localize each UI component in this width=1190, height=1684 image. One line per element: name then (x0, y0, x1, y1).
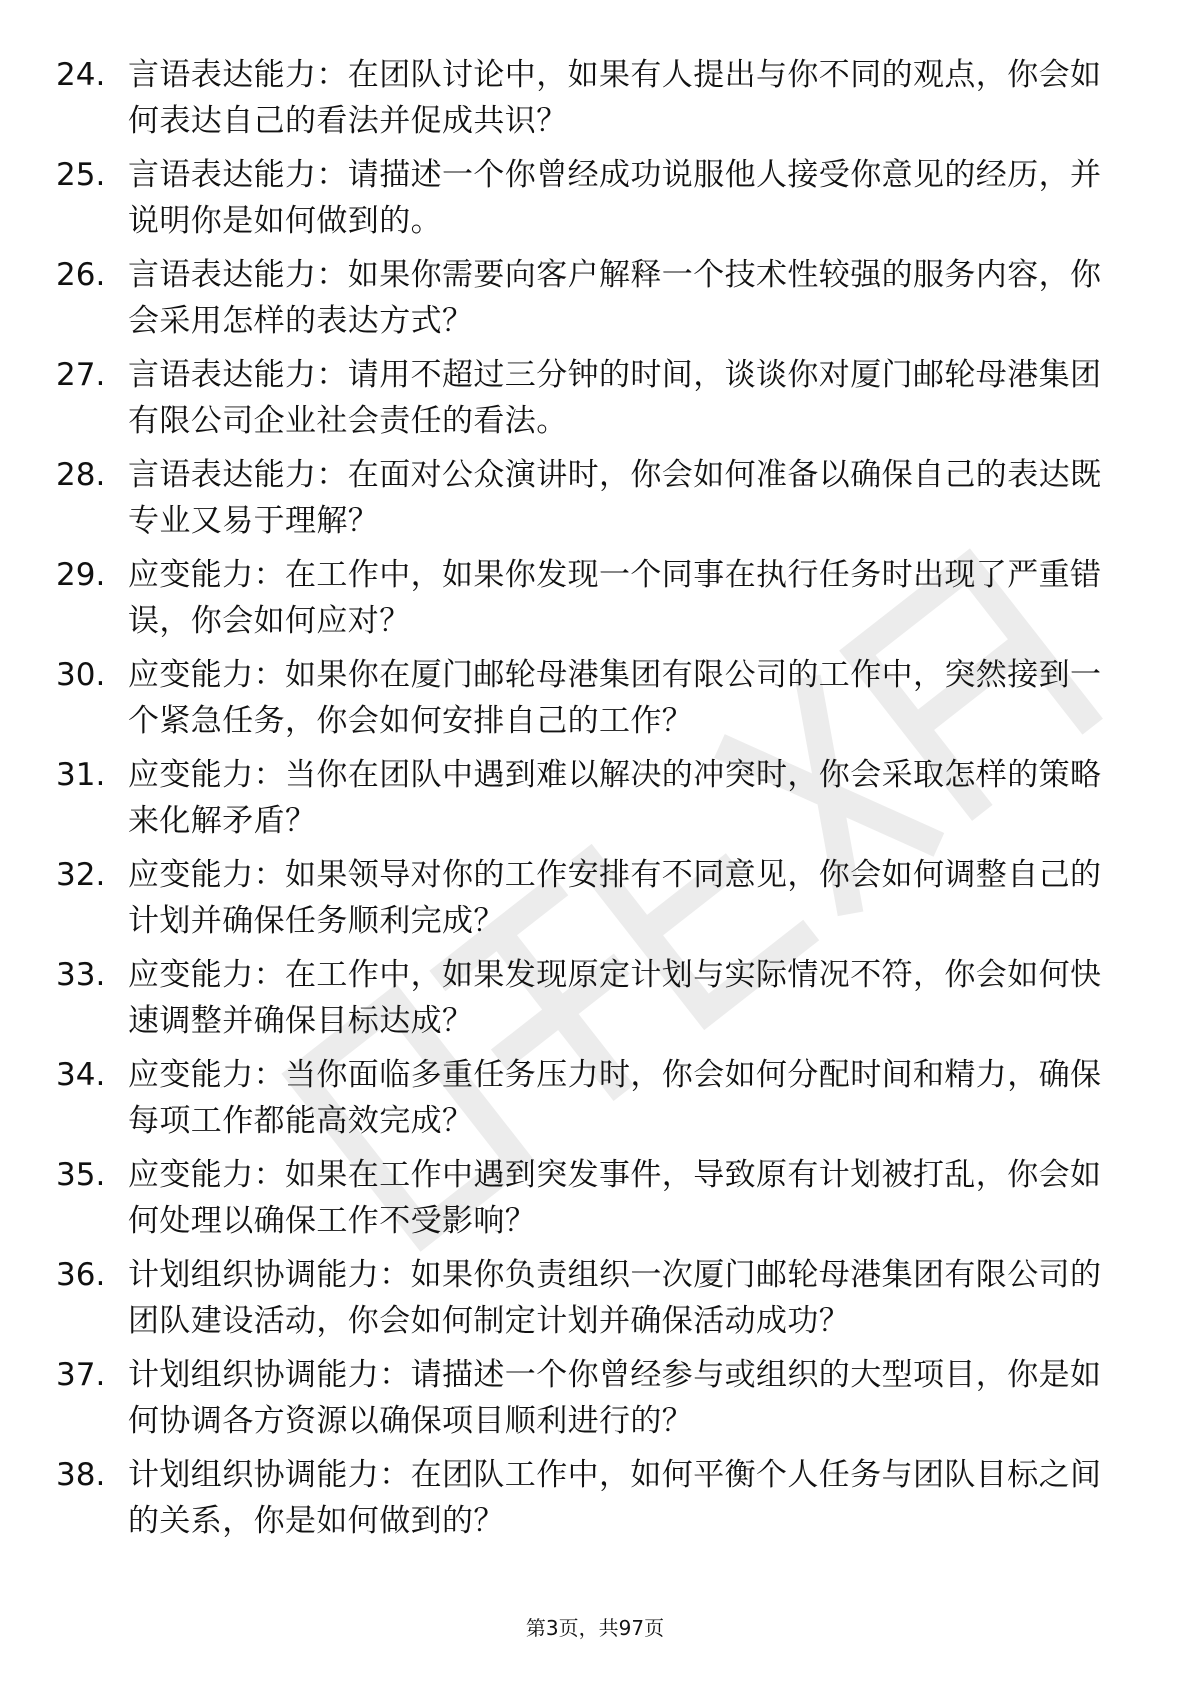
list-item (56, 952, 1136, 1052)
list-item (56, 352, 1136, 452)
question-text: 计划组织协调能力：如果你负责组织一次厦门邮轮母港集团有限公司的团队建设活动，你会如何制定计划并确保活动成功？ (128, 1257, 1102, 1339)
list-item (56, 752, 1136, 852)
question-text: 应变能力：在工作中，如果你发现一个同事在执行任务时出现了严重错误，你会如何应对？ (128, 557, 1102, 639)
question-text: 应变能力：如果领导对你的工作安排有不同意见，你会如何调整自己的计划并确保任务顺利完成？ (128, 857, 1102, 939)
question-number: 25. (56, 157, 106, 193)
question-number: 27. (56, 357, 106, 393)
question-text: 计划组织协调能力：在团队工作中，如何平衡个人任务与团队目标之间的关系，你是如何做到的？ (128, 1457, 1102, 1539)
question-text: 言语表达能力：在面对公众演讲时，你会如何准备以确保自己的表达既专业又易于理解？ (128, 457, 1102, 539)
question-text: 言语表达能力：请描述一个你曾经成功说服他人接受你意见的经历，并说明你是如何做到的。 (128, 157, 1102, 239)
list-item (56, 852, 1136, 952)
question-text: 应变能力：在工作中，如果发现原定计划与实际情况不符，你会如何快速调整并确保目标达成？ (128, 957, 1102, 1039)
list-item (56, 652, 1136, 752)
list-item (56, 1352, 1136, 1452)
list-item (56, 1252, 1136, 1352)
question-text: 言语表达能力：请用不超过三分钟的时间，谈谈你对厦门邮轮母港集团有限公司企业社会责任的看法。 (128, 357, 1102, 439)
question-text: 言语表达能力：在团队讨论中，如果有人提出与你不同的观点，你会如何表达自己的看法并促成共识？ (128, 57, 1102, 139)
list-item (56, 552, 1136, 652)
question-number: 29. (56, 557, 106, 593)
question-number: 24. (56, 57, 106, 93)
question-text: 应变能力：如果在工作中遇到突发事件，导致原有计划被打乱，你会如何处理以确保工作不受影响？ (128, 1157, 1102, 1239)
question-number: 32. (56, 857, 106, 893)
list-item (56, 52, 1136, 152)
question-number: 28. (56, 457, 106, 493)
question-number: 34. (56, 1057, 106, 1093)
question-number: 31. (56, 757, 106, 793)
question-text: 应变能力：当你在团队中遇到难以解决的冲突时，你会采取怎样的策略来化解矛盾？ (128, 757, 1102, 839)
list-item (56, 1052, 1136, 1152)
question-text: 应变能力：如果你在厦门邮轮母港集团有限公司的工作中，突然接到一个紧急任务，你会如何安排自己的工作？ (128, 657, 1102, 739)
question-text: 应变能力：当你面临多重任务压力时，你会如何分配时间和精力，确保每项工作都能高效完成？ (128, 1057, 1102, 1139)
question-number: 30. (56, 657, 106, 693)
question-number: 36. (56, 1257, 106, 1293)
question-list (56, 52, 1136, 1552)
list-item (56, 252, 1136, 352)
question-number: 26. (56, 257, 106, 293)
question-number: 35. (56, 1157, 106, 1193)
list-item (56, 452, 1136, 552)
question-number: 37. (56, 1357, 106, 1393)
page-number-footer: 第3页，共97页 (525, 1616, 665, 1640)
list-item (56, 1452, 1136, 1552)
question-number: 33. (56, 957, 106, 993)
list-item (56, 152, 1136, 252)
question-text: 言语表达能力：如果你需要向客户解释一个技术性较强的服务内容，你会采用怎样的表达方式？ (128, 257, 1102, 339)
question-text: 计划组织协调能力：请描述一个你曾经参与或组织的大型项目，你是如何协调各方资源以确保项目顺利进行的？ (128, 1357, 1102, 1439)
list-item (56, 1152, 1136, 1252)
question-number: 38. (56, 1457, 106, 1493)
